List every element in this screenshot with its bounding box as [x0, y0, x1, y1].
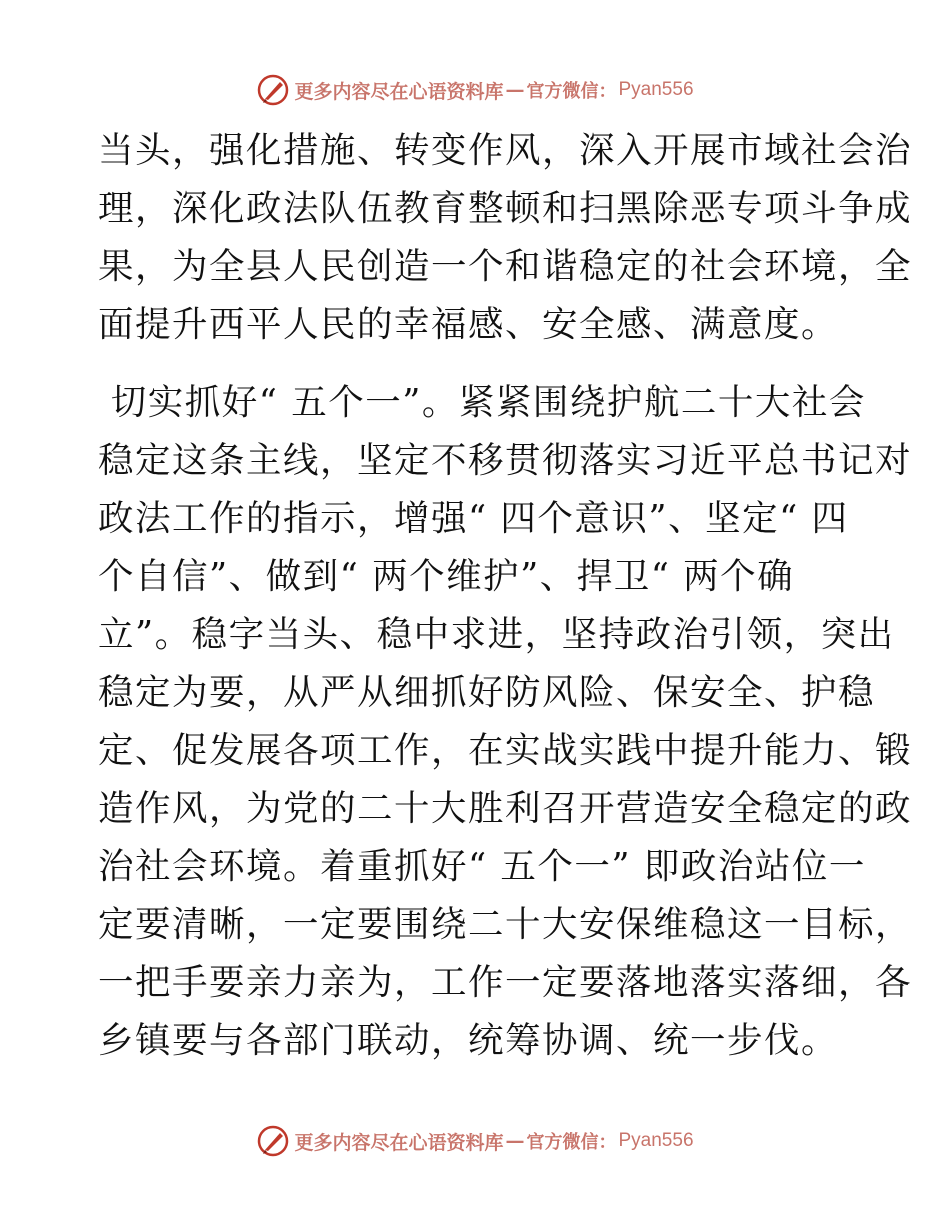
text-line: 政法工作的指示，增强“ 四个意识”、坚定“ 四: [98, 498, 849, 539]
footer-watermark: [0, 1121, 950, 1161]
paragraph-2: [98, 374, 913, 1070]
text-line: 治社会环境。着重抓好“ 五个一” 即政治站位一: [98, 846, 866, 887]
text-line: 果，为全县人民创造一个和谐稳定的社会环境，全: [98, 246, 913, 287]
paragraph-1: [98, 122, 913, 354]
text-line: 稳定这条主线，坚定不移贯彻落实习近平总书记对: [98, 440, 913, 481]
watermark-wechat-label: 官方微信：: [526, 1132, 617, 1153]
watermark-dash: —: [505, 1130, 525, 1152]
text-line: 一把手要亲力亲为，工作一定要落地落实落细，各: [98, 962, 913, 1003]
text-line: 切实抓好“ 五个一”。紧紧围绕护航二十大社会: [98, 382, 866, 423]
text-line: 面提升西平人民的幸福感、安全感、满意度。: [98, 304, 839, 345]
watermark-wechat-label: 官方微信：: [526, 81, 617, 102]
quill-logo-icon: [256, 73, 290, 107]
text-line: 乡镇要与各部门联动，统筹协调、统一步伐。: [98, 1020, 839, 1061]
text-line: 定要清晰，一定要围绕二十大安保维稳这一目标，: [98, 904, 913, 945]
quill-logo-icon: [256, 1124, 290, 1158]
document-body: [98, 122, 913, 1070]
watermark-text: 更多内容尽在心语资料库: [294, 1131, 504, 1154]
watermark-dash: —: [505, 79, 525, 101]
text-line: 稳定为要，从严从细抓好防风险、保安全、护稳: [98, 672, 876, 713]
watermark-wechat-id: Pyan556: [618, 79, 694, 100]
text-line: 定、促发展各项工作，在实战实践中提升能力、锻: [98, 730, 913, 771]
text-line: 造作风，为党的二十大胜利召开营造安全稳定的政: [98, 788, 913, 829]
watermark-text: 更多内容尽在心语资料库: [294, 80, 504, 103]
text-line: 当头，强化措施、转变作风，深入开展市域社会治: [98, 130, 913, 171]
text-line: 个自信”、做到“ 两个维护”、捍卫“ 两个确: [98, 556, 795, 597]
text-line: 立”。稳字当头、稳中求进，坚持政治引领，突出: [98, 614, 895, 655]
text-line: 理，深化政法队伍教育整顿和扫黑除恶专项斗争成: [98, 188, 913, 229]
watermark-wechat-id: Pyan556: [618, 1130, 694, 1151]
header-watermark: [0, 70, 950, 110]
